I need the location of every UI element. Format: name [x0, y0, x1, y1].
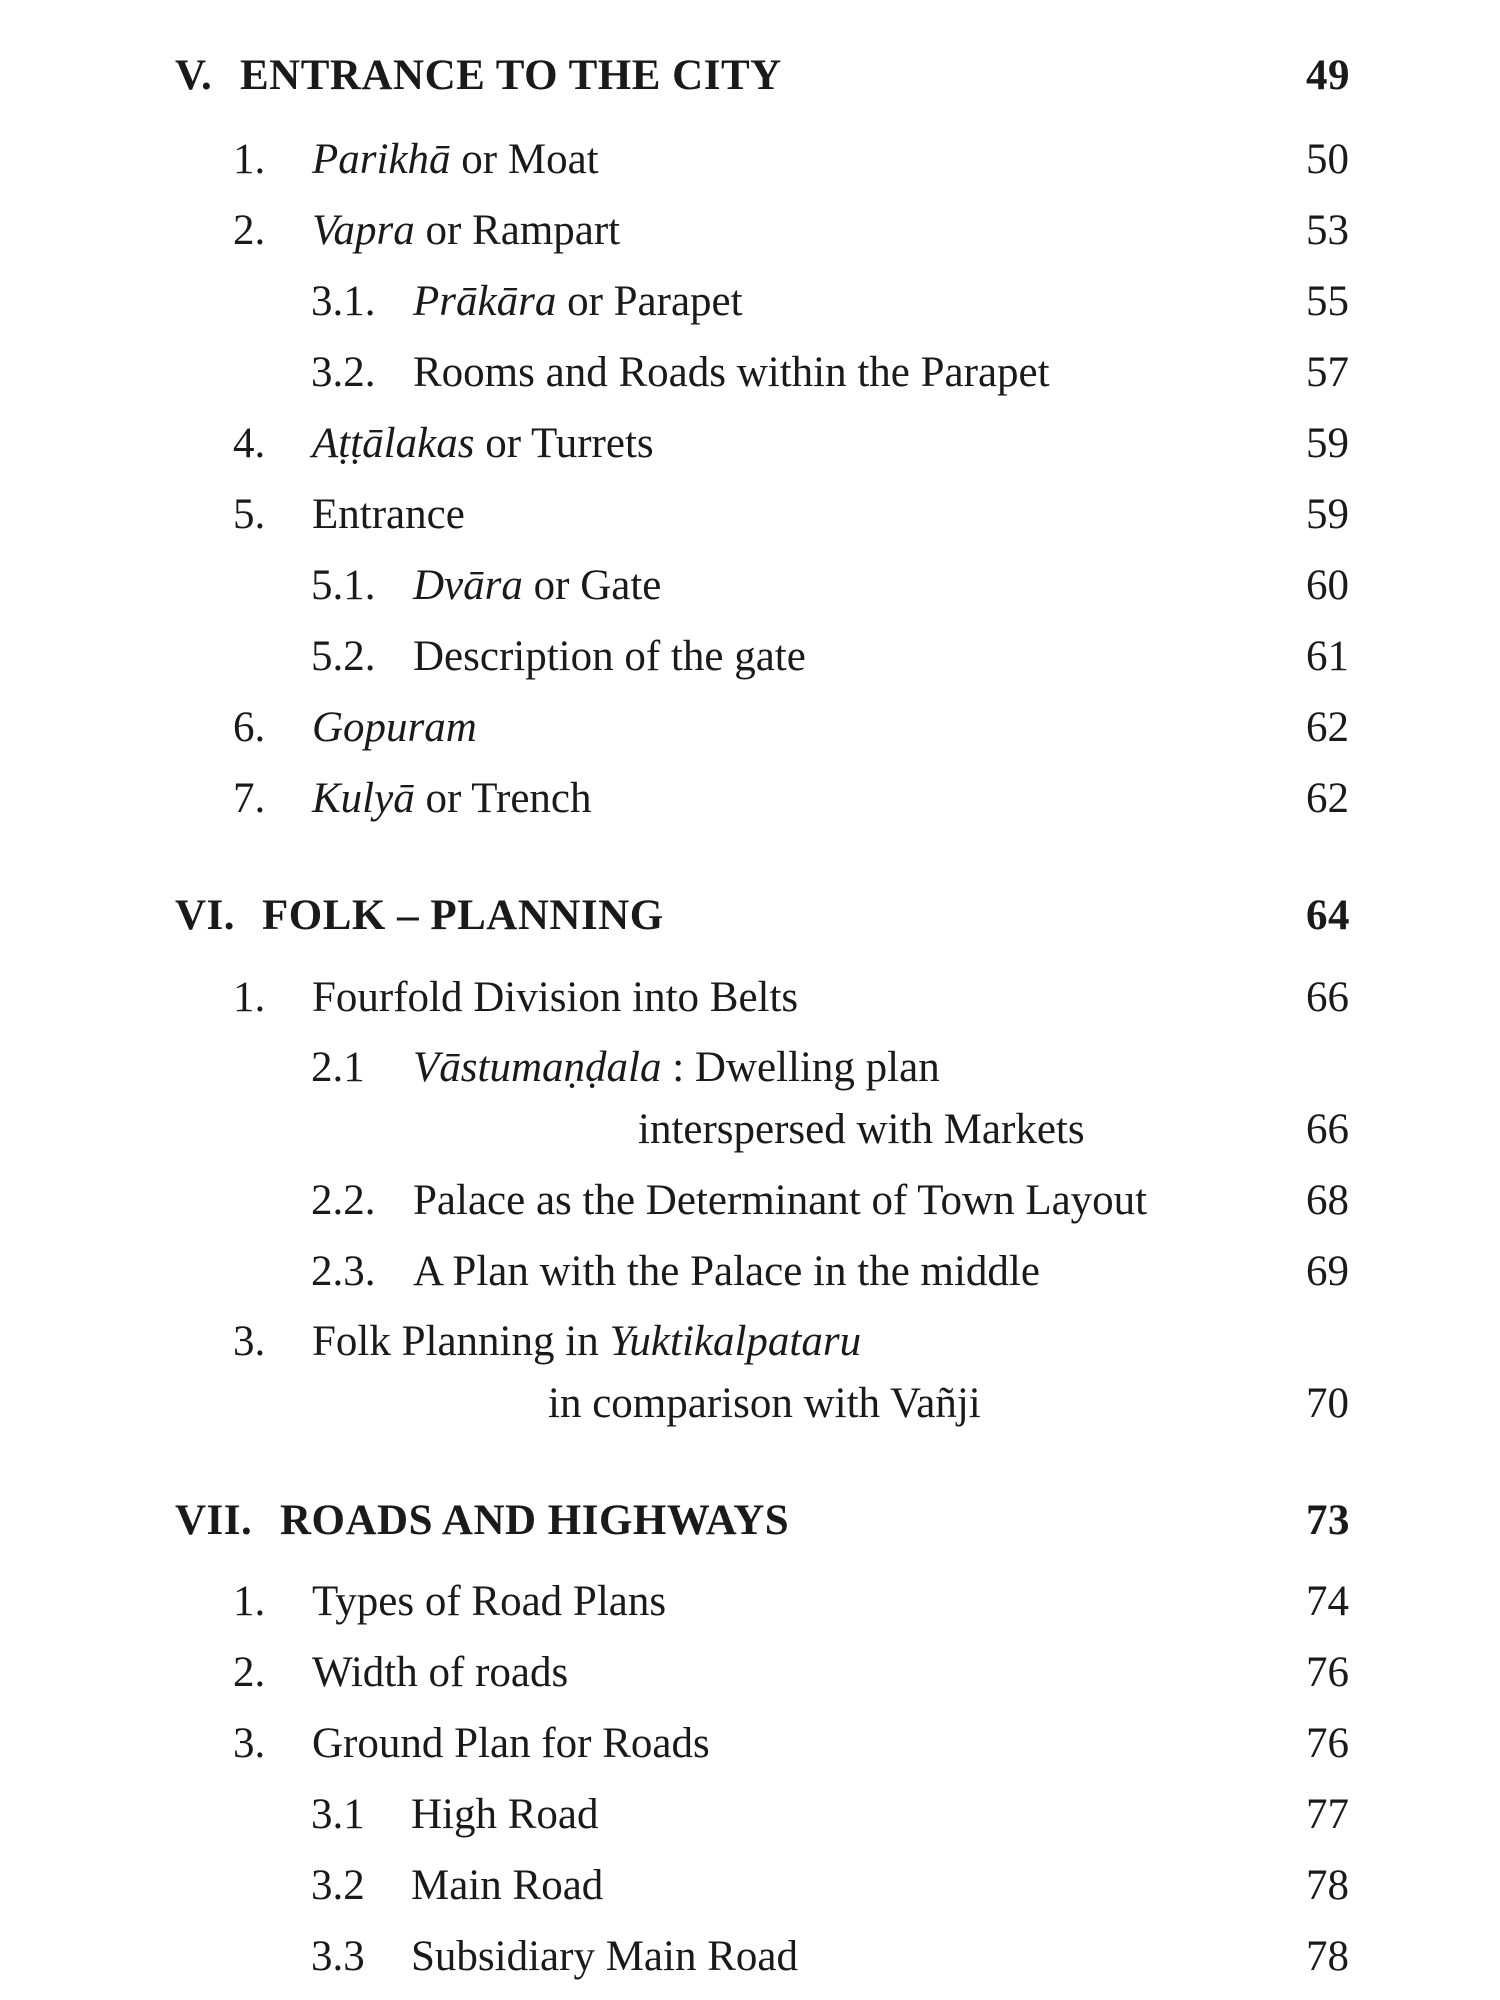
- page-number: 57: [1306, 349, 1349, 396]
- page-number: 74: [1306, 1578, 1349, 1625]
- toc-entry: [0, 1858, 1500, 1914]
- page-number: 61: [1306, 633, 1349, 680]
- section-numeral: VI.: [175, 892, 236, 939]
- toc-entry: [0, 1716, 1500, 1772]
- toc-entry: [0, 700, 1500, 756]
- section-heading-vi: [0, 888, 1500, 944]
- entry-title: Types of Road Plans: [312, 1578, 667, 1625]
- entry-number: 1.: [233, 974, 266, 1021]
- toc-entry: [0, 558, 1500, 614]
- page-number: 59: [1306, 420, 1349, 467]
- entry-number: 3.2.: [311, 349, 376, 396]
- entry-title-continuation: interspersed with Markets: [638, 1106, 1085, 1153]
- entry-title: Entrance: [312, 491, 465, 538]
- entry-number: 3.1: [311, 1791, 365, 1838]
- entry-title: Gopuram: [312, 704, 477, 751]
- page-number: 64: [1306, 892, 1350, 939]
- entry-title: High Road: [411, 1791, 599, 1838]
- page-number: 62: [1306, 704, 1349, 751]
- section-numeral: VII.: [175, 1497, 253, 1544]
- entry-number: 5.: [233, 491, 266, 538]
- entry-title: A Plan with the Palace in the middle: [413, 1248, 1040, 1295]
- toc-entry: [0, 274, 1500, 330]
- entry-number: 3.: [233, 1318, 266, 1365]
- page-number: 69: [1306, 1248, 1349, 1295]
- page-number: 66: [1306, 1106, 1349, 1153]
- toc-entry: [0, 1173, 1500, 1229]
- entry-number: 5.1.: [311, 562, 376, 609]
- entry-number: 1.: [233, 1578, 266, 1625]
- section-heading-v: [0, 48, 1500, 104]
- page-number: 73: [1306, 1497, 1350, 1544]
- entry-title: Rooms and Roads within the Parapet: [413, 349, 1050, 396]
- page-number: 50: [1306, 136, 1349, 183]
- entry-title: Vāstumaṇḍala : Dwelling plan: [413, 1044, 940, 1091]
- toc-entry: [0, 132, 1500, 188]
- entry-number: 2.: [233, 207, 266, 254]
- entry-number: 3.1.: [311, 278, 376, 325]
- entry-number: 2.: [233, 1649, 266, 1696]
- page-number: 78: [1306, 1862, 1349, 1909]
- entry-number: 5.2.: [311, 633, 376, 680]
- entry-number: 1.: [233, 136, 266, 183]
- page-number: 53: [1306, 207, 1349, 254]
- page-number: 55: [1306, 278, 1349, 325]
- page-number: 70: [1306, 1380, 1349, 1427]
- entry-number: 3.3: [311, 1933, 365, 1980]
- toc-entry: [0, 1244, 1500, 1300]
- toc-entry: [0, 203, 1500, 259]
- entry-number: 2.2.: [311, 1177, 376, 1224]
- entry-title-continuation: in comparison with Vañji: [548, 1380, 981, 1427]
- section-title: FOLK – PLANNING: [262, 892, 664, 939]
- entry-number: 4.: [233, 420, 266, 467]
- entry-title: Palace as the Determinant of Town Layout: [413, 1177, 1148, 1224]
- entry-title: Main Road: [411, 1862, 604, 1909]
- entry-title: Vapra or Rampart: [312, 207, 621, 254]
- page-number: 76: [1306, 1720, 1349, 1767]
- entry-number: 3.: [233, 1720, 266, 1767]
- entry-title: Description of the gate: [413, 633, 806, 680]
- toc-entry: [0, 1040, 1500, 1096]
- entry-title: Kulyā or Trench: [312, 775, 592, 822]
- page-number: 68: [1306, 1177, 1349, 1224]
- page-number: 60: [1306, 562, 1349, 609]
- page-number: 59: [1306, 491, 1349, 538]
- section-numeral: V.: [175, 52, 213, 99]
- toc-entry: [0, 1574, 1500, 1630]
- page-number: 66: [1306, 974, 1349, 1021]
- entry-title: Prākāra or Parapet: [413, 278, 743, 325]
- entry-number: 6.: [233, 704, 266, 751]
- entry-title: Folk Planning in Yuktikalpataru: [312, 1318, 862, 1365]
- toc-entry: [0, 345, 1500, 401]
- toc-entry: [0, 629, 1500, 685]
- entry-title: Subsidiary Main Road: [411, 1933, 798, 1980]
- section-title: ENTRANCE TO THE CITY: [240, 52, 782, 99]
- page-number: 49: [1306, 52, 1350, 99]
- toc-entry-continuation: [0, 1376, 1500, 1432]
- entry-number: 3.2: [311, 1862, 365, 1909]
- toc-entry: [0, 416, 1500, 472]
- entry-title: Ground Plan for Roads: [312, 1720, 710, 1767]
- toc-entry: [0, 970, 1500, 1026]
- toc-entry: [0, 1314, 1500, 1370]
- toc-entry: [0, 1645, 1500, 1701]
- toc-entry: [0, 487, 1500, 543]
- page-number: 76: [1306, 1649, 1349, 1696]
- toc-entry-continuation: [0, 1102, 1500, 1158]
- toc-entry: [0, 1787, 1500, 1843]
- toc-entry: [0, 1929, 1500, 1985]
- entry-title: Dvāra or Gate: [413, 562, 662, 609]
- entry-title: Parikhā or Moat: [312, 136, 599, 183]
- entry-title: Aṭṭālakas or Turrets: [312, 420, 654, 467]
- page-number: 77: [1306, 1791, 1349, 1838]
- entry-title: Width of roads: [312, 1649, 569, 1696]
- toc-entry: [0, 771, 1500, 827]
- entry-number: 2.1: [311, 1044, 365, 1091]
- entry-number: 2.3.: [311, 1248, 376, 1295]
- section-title: ROADS AND HIGHWAYS: [280, 1497, 790, 1544]
- page-number: 62: [1306, 775, 1349, 822]
- entry-title: Fourfold Division into Belts: [312, 974, 799, 1021]
- entry-number: 7.: [233, 775, 266, 822]
- section-heading-vii: [0, 1493, 1500, 1549]
- page-number: 78: [1306, 1933, 1349, 1980]
